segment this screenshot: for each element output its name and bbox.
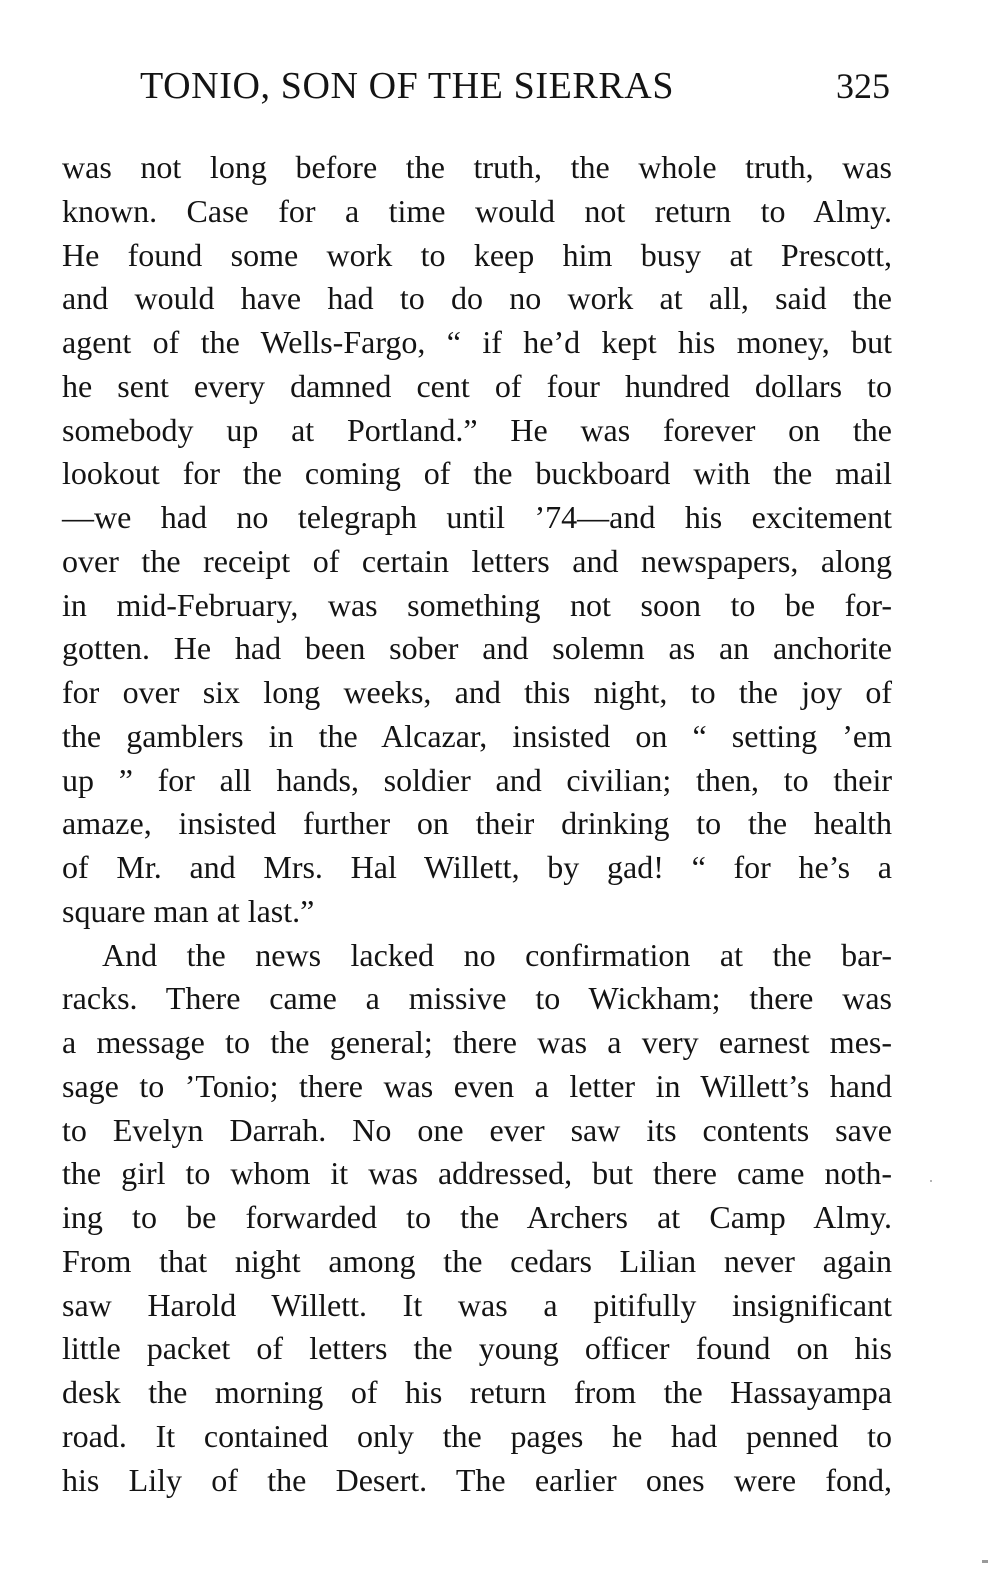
text-line: to Evelyn Darrah. No one ever saw its contents save	[62, 1111, 892, 1148]
text-line: up ” for all hands, soldier and civilian; then, to their	[62, 761, 892, 798]
text-line: a message to the general; there was a very earnest mes-	[62, 1024, 892, 1060]
text-line: saw Harold Willett. It was a pitifully insignificant	[62, 1286, 892, 1323]
text-line: agent of the Wells-Fargo, “ if he’d kept his money, but	[62, 324, 892, 360]
text-line: —we had no telegraph until ’74—and his excitement	[62, 499, 892, 535]
page-number: 325	[836, 66, 890, 106]
text-line: he sent every damned cent of four hundred dollars to	[62, 367, 892, 404]
paragraph-2	[62, 934, 892, 1503]
text-line: From that night among the cedars Lilian never again	[62, 1242, 892, 1279]
text-line: gotten. He had been sober and solemn as an anchorite	[62, 630, 892, 667]
text-line: his Lily of the Desert. The earlier ones were fond,	[62, 1461, 892, 1498]
text-line: square man at last.”	[62, 892, 315, 929]
body-text	[62, 146, 892, 1502]
text-line: desk the morning of his return from the Hassayampa	[62, 1374, 892, 1410]
text-line: somebody up at Portland.” He was forever on the	[62, 411, 892, 448]
text-line: And the news lacked no confirmation at the bar-	[102, 936, 892, 973]
text-line: the gamblers in the Alcazar, insisted on “ setting ’em	[62, 717, 892, 754]
text-line: sage to ’Tonio; there was even a letter in Willett’s hand	[62, 1067, 892, 1104]
text-line: over the receipt of certain letters and newspapers, along	[62, 542, 892, 579]
text-line: He found some work to keep him busy at Prescott,	[62, 236, 892, 273]
text-line: amaze, insisted further on their drinking to the health	[62, 805, 892, 842]
text-line: for over six long weeks, and this night, to the joy of	[62, 674, 892, 710]
text-line: road. It contained only the pages he had penned to	[62, 1417, 892, 1454]
text-line: lookout for the coming of the buckboard with the mail	[62, 455, 892, 492]
scan-speck	[930, 1180, 932, 1182]
scan-mark	[982, 1560, 988, 1563]
text-line: and would have had to do no work at all, said the	[62, 280, 892, 317]
text-line: of Mr. and Mrs. Hal Willett, by gad! “ for he’s a	[62, 849, 892, 885]
paragraph-1	[62, 146, 892, 934]
text-line: in mid-February, was something not soon to be for-	[62, 586, 892, 623]
text-line: racks. There came a missive to Wickham; there was	[62, 980, 892, 1017]
text-line: known. Case for a time would not return to Almy.	[62, 192, 892, 229]
running-head	[0, 62, 1000, 110]
text-line: the girl to whom it was addressed, but there came noth-	[62, 1155, 892, 1192]
running-title: TONIO, SON OF THE SIERRAS	[140, 65, 675, 107]
text-line: little packet of letters the young officer found on his	[62, 1330, 892, 1367]
text-line: was not long before the truth, the whole truth, was	[62, 149, 892, 185]
text-line: ing to be forwarded to the Archers at Camp Almy.	[62, 1199, 892, 1235]
